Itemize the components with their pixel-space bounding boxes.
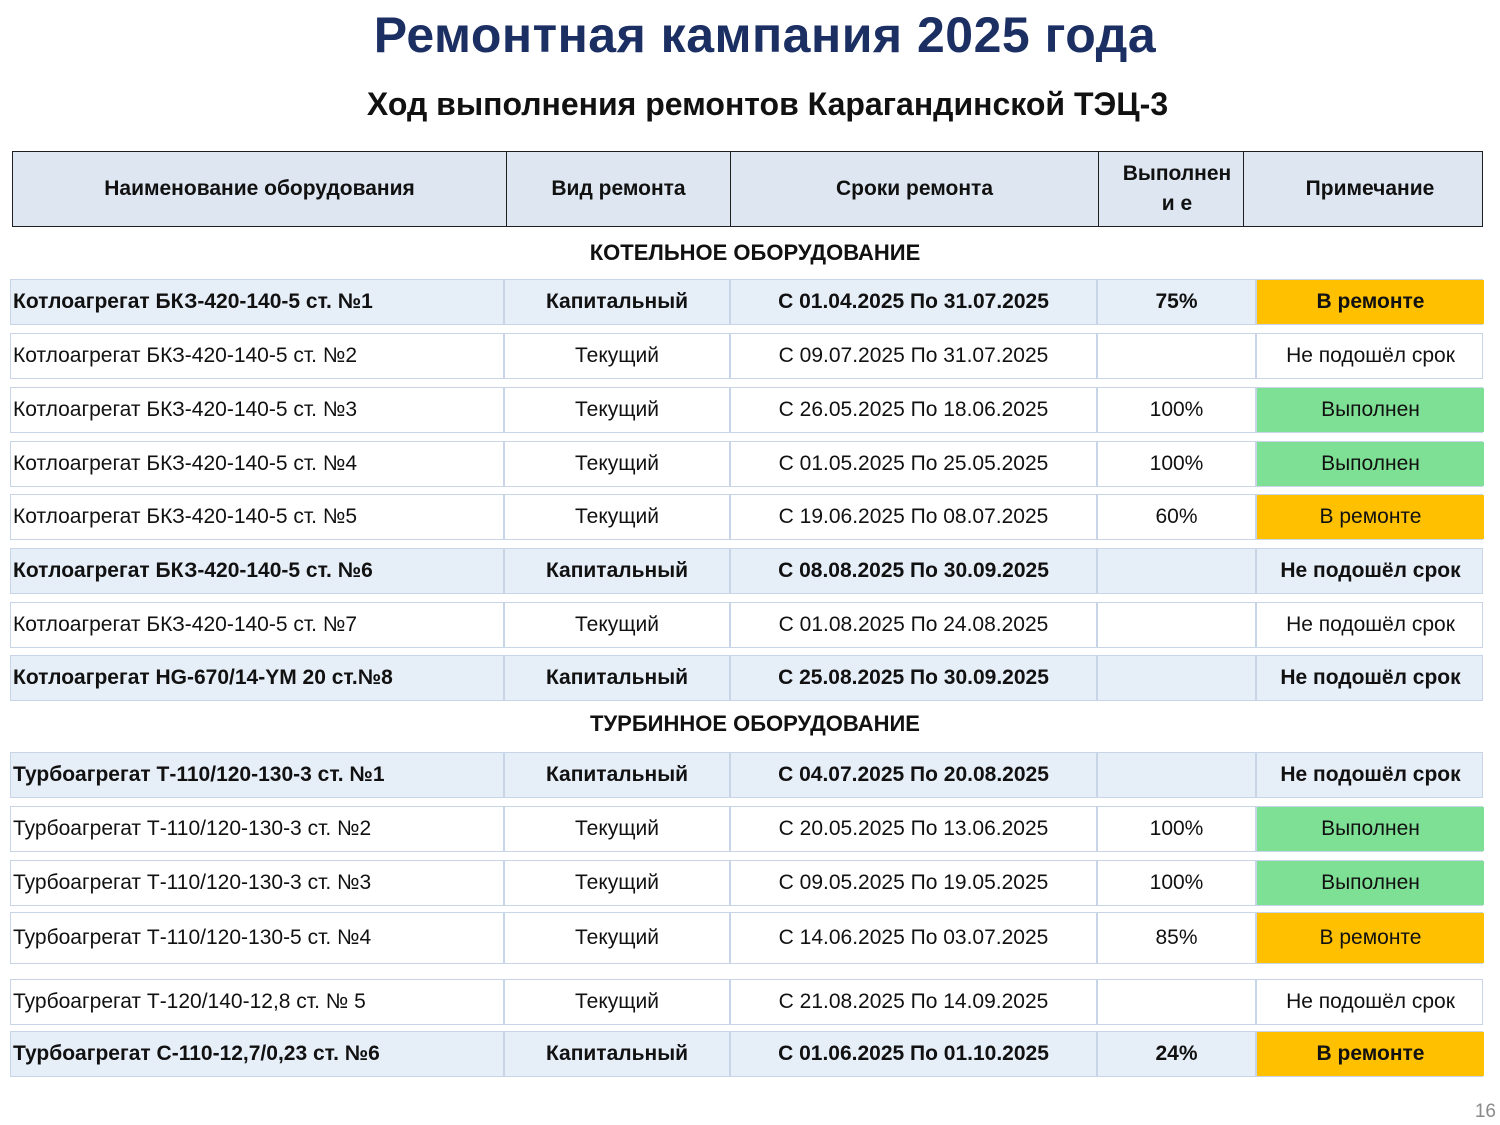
repair-dates-cell: С 21.08.2025 По 14.09.2025 xyxy=(731,980,1098,1024)
repair-dates-cell: С 25.08.2025 По 30.09.2025 xyxy=(731,656,1098,700)
table-row xyxy=(10,387,1483,433)
repair-type-cell: Текущий xyxy=(505,442,731,486)
repair-type-cell: Текущий xyxy=(505,603,731,647)
progress-cell: 100% xyxy=(1098,807,1257,851)
equipment-name-cell: Котлоагрегат БКЗ-420-140-5 ст. №5 xyxy=(11,495,505,539)
note-cell: Выполнен xyxy=(1257,388,1484,432)
equipment-name-cell: Турбоагрегат Т-120/140-12,8 ст. № 5 xyxy=(11,980,505,1024)
table-row xyxy=(10,655,1483,701)
progress-cell: 100% xyxy=(1098,388,1257,432)
note-cell: Не подошёл срок xyxy=(1280,763,1461,786)
table-row xyxy=(10,441,1483,487)
note-cell: В ремонте xyxy=(1257,1032,1484,1076)
repair-type-cell: Капитальный xyxy=(505,656,731,700)
progress-cell: 100% xyxy=(1098,861,1257,905)
repair-dates-cell: С 09.07.2025 По 31.07.2025 xyxy=(731,334,1098,378)
progress-cell: 85% xyxy=(1098,913,1257,963)
note-cell: В ремонте xyxy=(1257,280,1484,324)
repair-dates-cell: С 14.06.2025 По 03.07.2025 xyxy=(731,913,1098,963)
table-row xyxy=(10,602,1483,648)
header-repair-type: Вид ремонта xyxy=(507,152,731,226)
page-title: Ремонтная кампания 2025 года xyxy=(373,7,1157,63)
repair-type-cell: Капитальный xyxy=(505,549,731,593)
progress-cell: 75% xyxy=(1098,280,1257,324)
progress-cell xyxy=(1098,603,1257,647)
header-repair-dates: Сроки ремонта xyxy=(731,152,1099,226)
repair-type-cell: Капитальный xyxy=(505,753,731,797)
equipment-name-cell: Турбоагрегат Т-110/120-130-3 ст. №1 xyxy=(11,753,505,797)
note-cell: Выполнен xyxy=(1257,442,1484,486)
repair-dates-cell: С 08.08.2025 По 30.09.2025 xyxy=(731,549,1098,593)
progress-cell: 60% xyxy=(1098,495,1257,539)
equipment-name-cell: Котлоагрегат БКЗ-420-140-5 ст. №1 xyxy=(11,280,505,324)
repair-type-cell: Текущий xyxy=(505,334,731,378)
table-row xyxy=(10,806,1483,852)
header-progress: Выполнени е xyxy=(1111,152,1244,226)
repair-type-cell: Капитальный xyxy=(505,280,731,324)
equipment-name-cell: Турбоагрегат С-110-12,7/0,23 ст. №6 xyxy=(11,1032,505,1076)
table-row xyxy=(10,548,1483,594)
repair-type-cell: Текущий xyxy=(505,913,731,963)
repair-dates-cell: С 20.05.2025 По 13.06.2025 xyxy=(731,807,1098,851)
repair-type-cell: Капитальный xyxy=(505,1032,731,1076)
table-row xyxy=(10,279,1483,325)
page-number: 16 xyxy=(1474,1101,1496,1122)
equipment-name-cell: Котлоагрегат БКЗ-420-140-5 ст. №7 xyxy=(11,603,505,647)
repair-dates-cell: С 04.07.2025 По 20.08.2025 xyxy=(731,753,1098,797)
note-cell: Не подошёл срок xyxy=(1286,990,1455,1013)
equipment-name-cell: Котлоагрегат БКЗ-420-140-5 ст. №4 xyxy=(11,442,505,486)
equipment-name-cell: Котлоагрегат БКЗ-420-140-5 ст. №3 xyxy=(11,388,505,432)
page-subtitle: Ход выполнения ремонтов Карагандинской ТЭЦ-3 xyxy=(366,86,1169,122)
section-title: ТУРБИННОЕ ОБОРУДОВАНИЕ xyxy=(590,711,920,736)
repair-type-cell: Текущий xyxy=(505,495,731,539)
header-note: Примечание xyxy=(1305,177,1435,200)
table-row xyxy=(10,752,1483,798)
note-cell: Не подошёл срок xyxy=(1280,559,1461,582)
progress-cell xyxy=(1098,656,1257,700)
note-cell: Не подошёл срок xyxy=(1280,666,1461,689)
note-cell: Не подошёл срок xyxy=(1286,613,1455,636)
note-cell: Выполнен xyxy=(1257,861,1484,905)
progress-cell: 24% xyxy=(1098,1032,1257,1076)
section-title: КОТЕЛЬНОЕ ОБОРУДОВАНИЕ xyxy=(589,240,921,265)
table-row xyxy=(10,333,1483,379)
table-header xyxy=(12,151,1483,227)
repair-dates-cell: С 19.06.2025 По 08.07.2025 xyxy=(731,495,1098,539)
header-equipment: Наименование оборудования xyxy=(13,152,507,226)
repair-type-cell: Текущий xyxy=(505,861,731,905)
equipment-name-cell: Котлоагрегат БКЗ-420-140-5 ст. №2 xyxy=(11,334,505,378)
note-cell: Не подошёл срок xyxy=(1286,344,1455,367)
note-cell: Выполнен xyxy=(1257,807,1484,851)
table-row xyxy=(10,494,1483,540)
equipment-name-cell: Котлоагрегат БКЗ-420-140-5 ст. №6 xyxy=(11,549,505,593)
repair-type-cell: Текущий xyxy=(505,980,731,1024)
repair-dates-cell: С 01.04.2025 По 31.07.2025 xyxy=(731,280,1098,324)
progress-cell: 100% xyxy=(1098,442,1257,486)
repair-dates-cell: С 26.05.2025 По 18.06.2025 xyxy=(731,388,1098,432)
progress-cell xyxy=(1098,980,1257,1024)
progress-cell xyxy=(1098,549,1257,593)
equipment-name-cell: Турбоагрегат Т-110/120-130-3 ст. №2 xyxy=(11,807,505,851)
note-cell: В ремонте xyxy=(1257,913,1484,963)
table-row xyxy=(10,1031,1483,1077)
note-cell: В ремонте xyxy=(1257,495,1484,539)
table-row xyxy=(10,860,1483,906)
table-row xyxy=(10,912,1483,964)
table-row xyxy=(10,979,1483,1025)
repair-type-cell: Текущий xyxy=(505,807,731,851)
equipment-name-cell: Турбоагрегат Т-110/120-130-3 ст. №3 xyxy=(11,861,505,905)
equipment-name-cell: Котлоагрегат HG-670/14-YM 20 ст.№8 xyxy=(11,656,505,700)
repair-type-cell: Текущий xyxy=(505,388,731,432)
equipment-name-cell: Турбоагрегат Т-110/120-130-5 ст. №4 xyxy=(11,913,505,963)
repair-dates-cell: С 01.06.2025 По 01.10.2025 xyxy=(731,1032,1098,1076)
progress-cell xyxy=(1098,334,1257,378)
repair-dates-cell: С 01.05.2025 По 25.05.2025 xyxy=(731,442,1098,486)
repair-dates-cell: С 01.08.2025 По 24.08.2025 xyxy=(731,603,1098,647)
repair-dates-cell: С 09.05.2025 По 19.05.2025 xyxy=(731,861,1098,905)
progress-cell xyxy=(1098,753,1257,797)
